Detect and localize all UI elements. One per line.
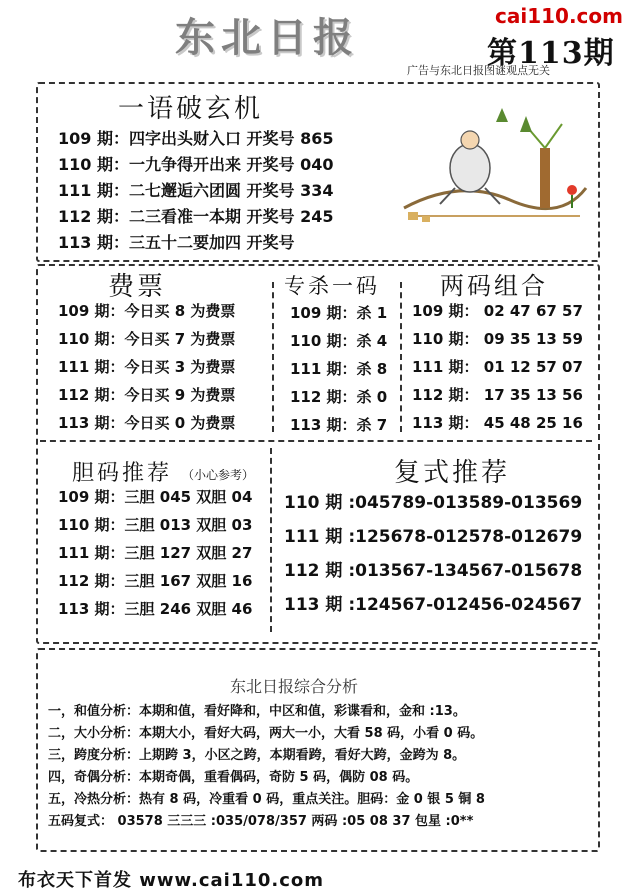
analysis-title: 东北日报综合分析 [230,677,359,696]
fee-title: 费票 [108,272,167,302]
pair-row: 113 期： 45 48 25 16 [412,414,583,432]
multi-title: 复式推荐 [394,458,511,488]
divider-horizontal [40,440,592,442]
riddle-row: 110 期：一九争得开出来 开奖号 040 [58,155,334,174]
riddle-row: 111 期：二七邂逅六团圆 开奖号 334 [58,181,334,200]
kill-list [290,302,387,442]
footer-text: 布衣天下首发 www.cai110.com [18,870,325,891]
multi-row: 112 期 :013567-134567-015678 [284,561,583,581]
multi-row: 111 期 :125678-012578-012679 [284,527,583,547]
pair-title: 两码组合 [440,272,548,300]
dan-note: （小心参考） [182,468,255,482]
kill-row: 109 期：杀 1 [290,304,388,322]
dan-row: 110 期：三胆 013 双胆 03 [58,516,253,534]
kill-row: 112 期：杀 0 [290,388,388,406]
fee-row: 112 期：今日买 9 为费票 [58,386,236,404]
pair-row: 110 期： 09 35 13 59 [412,330,583,348]
analysis-row: 四，奇偶分析：本期奇偶，重看偶码，奇防 5 码，偶防 08 码。 [48,770,419,785]
kill-row: 113 期：杀 7 [290,416,388,434]
dan-list [58,486,252,626]
fee-row: 110 期：今日买 7 为费票 [58,330,236,348]
dan-row: 113 期：三胆 246 双胆 46 [58,600,253,618]
disclaimer: 广告与东北日报图谜观点无关 [407,64,550,77]
riddle-row: 109 期：四字出头财入口 开奖号 865 [58,129,334,148]
dan-row: 111 期：三胆 127 双胆 27 [58,544,253,562]
multi-row: 113 期 :124567-012456-024567 [284,595,583,615]
kill-title: 专杀一码 [284,274,380,298]
riddle-row: 113 期：三五十二要加四 开奖号 [58,233,295,252]
divider-dan-multi [270,448,272,632]
kill-row: 110 期：杀 4 [290,332,388,350]
riddle-row: 112 期：二三看准一本期 开奖号 245 [58,207,334,226]
fee-row: 113 期：今日买 0 为费票 [58,414,236,432]
site-name: cai110.com [495,4,623,28]
dan-title: 胆码推荐 [72,461,173,486]
pair-row: 112 期： 17 35 13 56 [412,386,583,404]
dan-row: 112 期：三胆 167 双胆 16 [58,572,253,590]
analysis-list [48,700,485,832]
multi-list [284,488,582,624]
pair-row: 109 期： 02 47 67 57 [412,302,583,320]
pair-list [412,300,583,440]
riddle-list [58,126,334,256]
dan-row: 109 期：三胆 045 双胆 04 [58,488,253,506]
analysis-row: 五码复式： 03578 三三三 :035/078/357 两码 :05 08 37 包星 :0** [48,814,474,829]
multi-row: 110 期 :045789-013589-013569 [284,493,583,513]
analysis-row: 二，大小分析：本期大小，看好大码，两大一小，大看 58 码，小看 0 码。 [48,726,484,741]
analysis-row: 一，和值分析：本期和值，看好降和，中区和值，彩谍看和，金和 :13。 [48,704,466,719]
riddle-title: 一语破玄机 [118,94,264,124]
fee-row: 109 期：今日买 8 为费票 [58,302,236,320]
analysis-row: 三，跨度分析：上期跨 3，小区之跨，本期看跨，看好大跨，金跨为 8。 [48,748,466,763]
riddle-illustration [400,108,588,228]
pair-row: 111 期： 01 12 57 07 [412,358,583,376]
masthead-title: 东北日报 [175,15,359,61]
analysis-row: 五，冷热分析：热有 8 码，冷重看 0 码，重点关注。胆码：金 0 银 5 铜 8 [48,792,485,807]
fee-row: 111 期：今日买 3 为费票 [58,358,236,376]
fee-list [58,300,235,440]
divider-fee-kill [272,282,274,432]
divider-kill-pair [400,282,402,432]
kill-row: 111 期：杀 8 [290,360,388,378]
issue-number: 第113期 [487,36,615,71]
